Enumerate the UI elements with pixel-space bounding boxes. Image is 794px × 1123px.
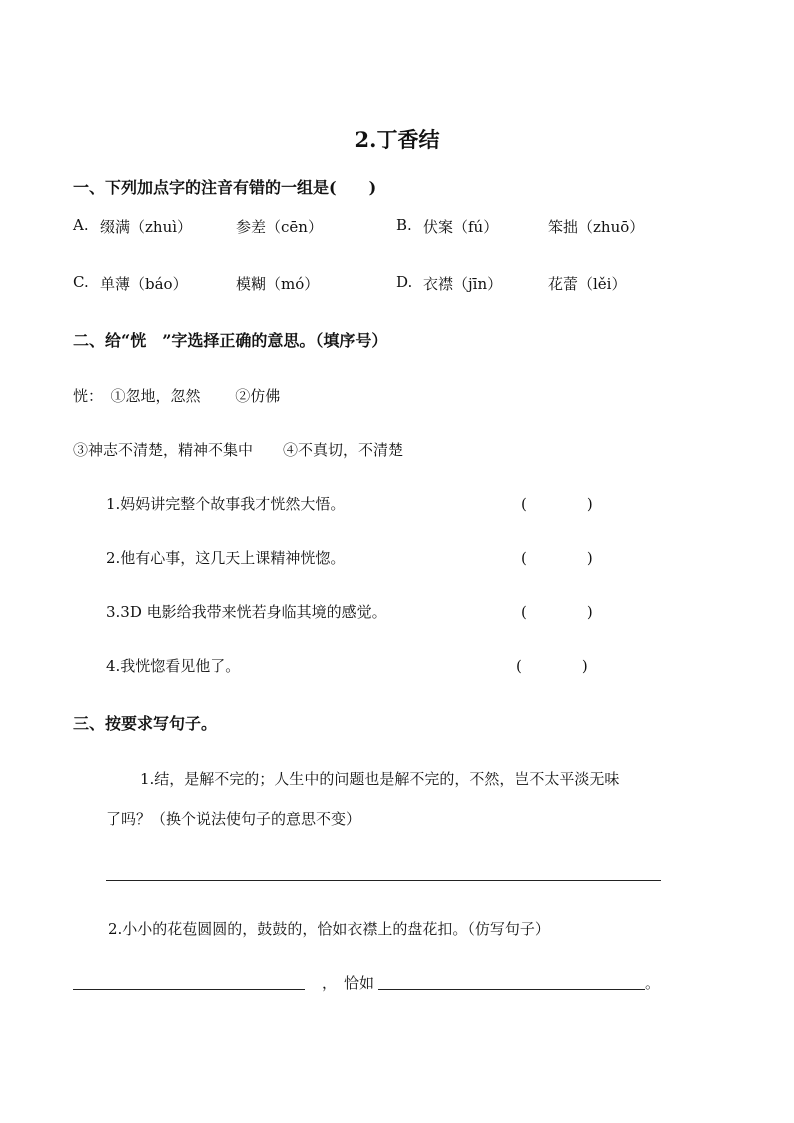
item-4-text: 4.我恍惚看见他了。 <box>106 657 241 675</box>
item-1-answer-blank[interactable]: ( ) <box>521 495 593 513</box>
question-1-line-1: 1.结，是解不完的；人生中的问题也是解不完的，不然，岂不太平淡无味 <box>140 770 620 788</box>
item-2-text: 2.他有心事，这几天上课精神恍惚。 <box>106 549 346 567</box>
question-2-comma: ， <box>322 974 338 992</box>
option-c-word-1: 单薄（báo） <box>100 275 188 293</box>
option-b-word-2: 笨拙（zhuō） <box>548 218 645 236</box>
section-1-heading: 一、下列加点字的注音有错的一组是( ) <box>73 178 377 197</box>
section-2-heading: 二、给“恍 ”字选择正确的意思。（填序号） <box>73 331 388 350</box>
meanings-line-2: ③神志不清楚，精神不集中 ④不真切，不清楚 <box>73 441 404 459</box>
question-2-qiaru: 恰如 <box>344 974 375 992</box>
section-3-heading: 三、按要求写句子。 <box>73 714 218 733</box>
option-b-word-1: 伏案（fú） <box>423 218 499 236</box>
page-title: 2.丁香结 <box>354 127 440 152</box>
question-2-text: 2.小小的花苞圆圆的，鼓鼓的，恰如衣襟上的盘花扣。（仿写句子） <box>108 920 550 938</box>
question-2-answer-line-2[interactable] <box>378 989 645 990</box>
option-a-label: A. <box>73 216 89 234</box>
option-c-word-2: 模糊（mó） <box>236 275 320 293</box>
question-2-period: 。 <box>645 974 661 992</box>
meanings-line-1: 恍： ①忽地，忽然 ②仿佛 <box>73 387 281 405</box>
option-a-word-1: 缀满（zhuì） <box>100 218 193 236</box>
question-1-answer-line[interactable] <box>106 880 661 881</box>
option-d-word-2: 花蕾（lěi） <box>548 275 627 293</box>
option-b-label: B. <box>396 216 412 234</box>
question-2-answer-line-1[interactable] <box>73 989 305 990</box>
item-2-answer-blank[interactable]: ( ) <box>521 549 593 567</box>
option-a-word-2: 参差（cēn） <box>236 218 323 236</box>
question-1-line-2: 了吗？（换个说法使句子的意思不变） <box>106 810 362 828</box>
item-4-answer-blank[interactable]: ( ) <box>516 657 588 675</box>
item-1-text: 1.妈妈讲完整个故事我才恍然大悟。 <box>106 495 346 513</box>
option-c-label: C. <box>73 273 89 291</box>
item-3-text: 3.3D 电影给我带来恍若身临其境的感觉。 <box>106 603 387 621</box>
option-d-label: D. <box>396 273 413 291</box>
option-d-word-1: 衣襟（jīn） <box>423 275 503 293</box>
item-3-answer-blank[interactable]: ( ) <box>521 603 593 621</box>
